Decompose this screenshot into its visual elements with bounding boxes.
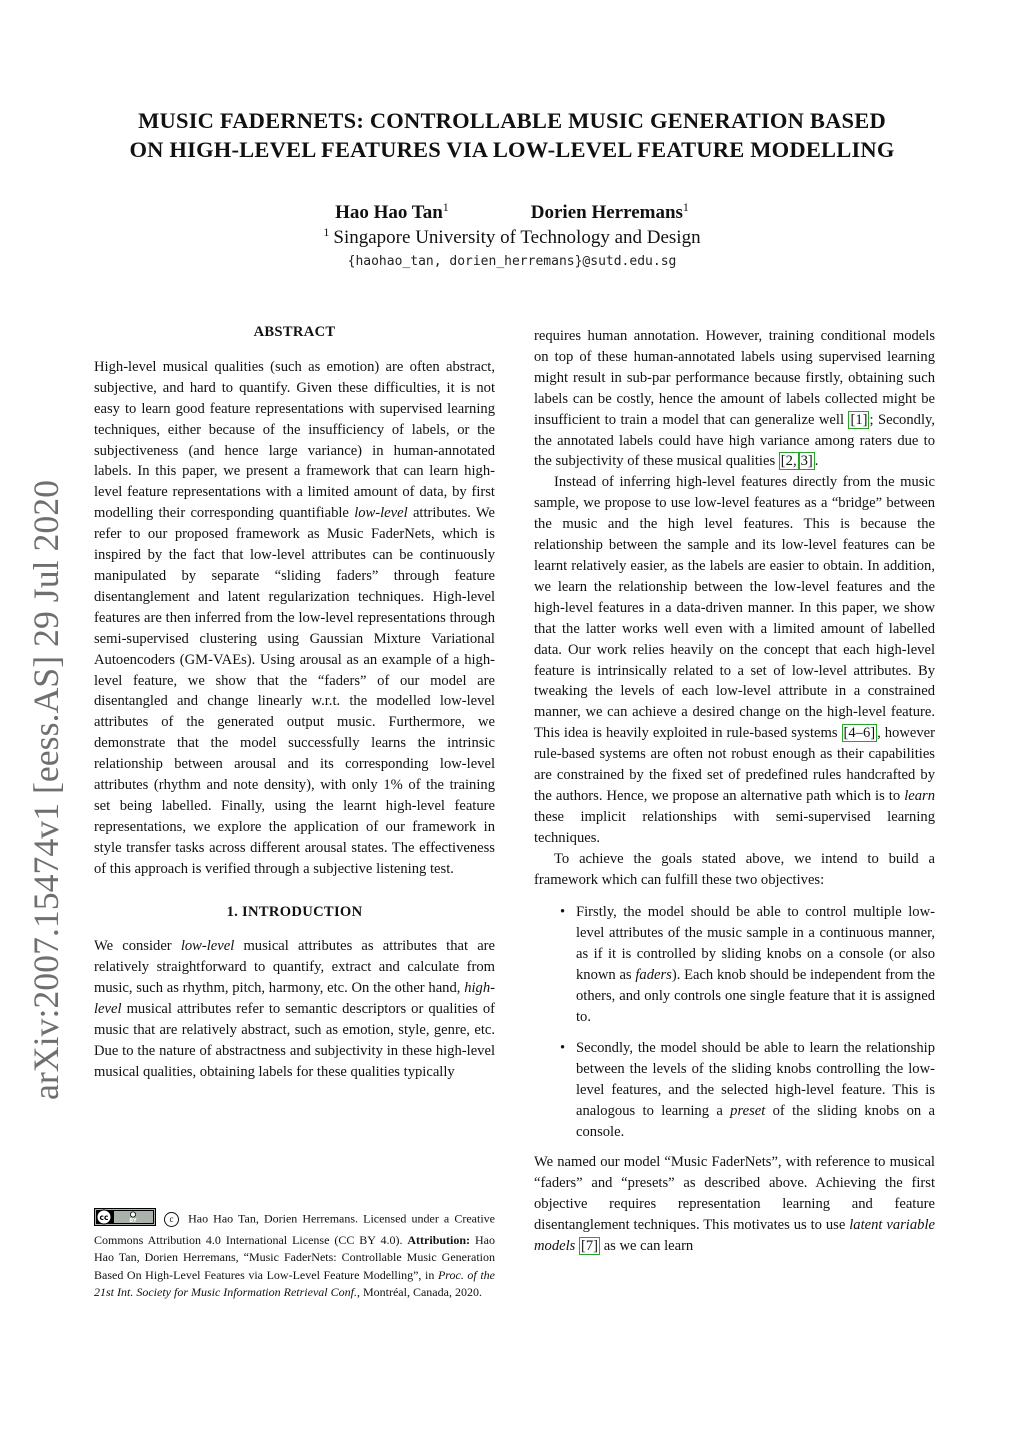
affiliation-marker: 1 [442,200,449,214]
arxiv-id-text: arXiv:2007.15474v1 [eess.AS] 29 Jul 2020 [26,476,66,1100]
citation-link[interactable]: [1] [850,411,868,428]
affiliation-marker: 1 [682,200,689,214]
body-paragraph: requires human annotation. However, training conditional models on top of these human-annotated labels using supervised learning might result in sub-par performance because firstly, obtaining such labels can be costly, hence the amount of labels collected might be insufficient to train a model that can generalize well [1] ; Secondly, the annotated labels could have high variance among raters due to the subjectivity of these musical qualities [2, 3] . [534,328,935,470]
list-item: • Firstly, the model should be able to control multiple low-level attributes of the music sample in a continuous manner, as if it is controlled by sliding knobs on a console (or also known as faders). Each knob should be independent from the others, and only controls one single feature that it is assigned to. [560,904,935,1025]
venue-name: Proc. of the 21st Int. Society for Music Information Retrieval Conf., [94,1267,496,1300]
list-item: • Secondly, the model should be able to learn the relationship between the levels of the sliding knobs controlling the low-level features, and the selected high-level feature. This is analogous to learning a preset of the sliding knobs on a console. [560,1039,935,1140]
title-line-2: ON HIGH-LEVEL FEATURES VIA LOW-LEVEL FEATURE MODELLING [129,137,895,162]
affiliation [80,225,944,249]
citation-link[interactable]: [2, [780,453,797,470]
abstract-heading: ABSTRACT [253,324,336,340]
arxiv-identifier-sidebar [18,470,78,1110]
copyright-symbol: c [164,1212,179,1227]
attribution-label: Attribution: [407,1232,471,1247]
objectives-list [534,902,935,1142]
venue-location: Montréal, Canada, 2020. [359,1285,482,1300]
bullet-glyph: • [560,904,566,921]
author-name: Dorien Herremans [530,202,683,223]
body-paragraph: We named our model “Music FaderNets”, with reference to musical “faders” and “presets” as described above. Achieving the first objective requires representation learning and feature disentanglement techniques. This motivates us to use latent variable models [7] as we can learn [534,1154,935,1255]
title-line-1: MUSIC FADERNETS: CONTROLLABLE MUSIC GENERATION BASED [138,108,886,133]
body-paragraph: Instead of inferring high-level features directly from the music sample, we propose to use low-level features as a “bridge” between the music and the high level features. This is because the relationship between the sample and its low-level features can be learnt relatively easier, as the labels are easier to obtain. In addition, we learn the relationship between the low-level features and the high-level features in a data-driven manner. In this paper, we show that the latter works well even with a limited amount of labelled data. Our work relies heavily on the concept that each high-level feature is intrinsically related to a set of low-level attributes. By tweaking the levels of each low-level attribute in a constrained manner, we can achieve a desired change on the high-level feature. This idea is heavily exploited in rule-based systems [4–6] , however rule-based systems are often not robust enough as their capabilities are constrained by the fixed set of predefined rules handcrafted by the authors. Hence, we propose an alternative path which is to learn these implicit relationships with semi-supervised learning techniques. [534,474,936,846]
citation-link[interactable]: [4–6] [843,725,876,742]
citation-link[interactable]: 3] [800,453,813,470]
affiliation-marker: 1 [323,225,330,239]
right-column [534,326,935,1257]
license-text: Hao Hao Tan, Dorien Herremans. Licensed under a Creative Commons Attribution 4.0 International License (CC BY 4.0). [94,1211,495,1247]
cc-by-license-icon [94,1208,156,1232]
affiliation-name: Singapore University of Technology and Design [333,227,701,248]
attribution-text: Hao Hao Tan, Dorien Herremans, “Music FaderNets: Controllable Music Generation Based On High-Level Features via Low-Level Feature Modelling”, in [94,1232,495,1282]
copyright-footnote [94,1208,495,1302]
intro-heading: 1. INTRODUCTION [226,903,363,920]
citation-link[interactable]: [7] [581,1238,599,1255]
author-name: Hao Hao Tan [335,202,443,223]
intro-paragraph: We consider low-level musical attributes as attributes that are relatively straightforward to quantify, extract and calculate from music, such as rhythm, pitch, harmony, etc. On the other hand, high-level musical attributes refer to semantic descriptors or qualities of music that are relatively abstract, such as emotion, style, genre, etc. Due to the nature of abstractness and subjectivity in these high-level musical qualities, obtaining labels for these qualities typically [94,938,496,1080]
body-paragraph: To achieve the goals stated above, we intend to build a framework which can fulfill these two objectives: [534,850,935,888]
author-list [80,200,944,224]
cc-label: cc [99,1213,109,1222]
paper-title [80,106,944,164]
bullet-glyph: • [560,1039,566,1056]
by-label: BY [129,1218,137,1224]
left-column [94,322,495,1083]
author-email: {haohao_tan, dorien_herremans}@sutd.edu.sg [347,254,677,269]
abstract-text: High-level musical qualities (such as emotion) are often abstract, subjective, and hard to quantify. Given these difficulties, it is not easy to learn good feature representations with supervised learning techniques, either because of the insufficiency of labels, or the subjectiveness (and hence large variance) in human-annotated labels. In this paper, we present a framework that can learn high-level feature representations with a limited amount of data, by first modelling their corresponding quantifiable low-level attributes. We refer to our proposed framework as Music FaderNets, which is inspired by the fact that low-level attributes can be continuously manipulated by separate “sliding faders” through feature disentanglement and latent regularization techniques. High-level features are then inferred from the low-level representations through semi-supervised clustering using Gaussian Mixture Variational Autoencoders (GM-VAEs). Using arousal as an example of a high-level feature, we show that the “faders” of our model are disentangled and change linearly w.r.t. the modelled low-level attributes of the generated output music. Furthermore, we demonstrate that the model successfully learns the intrinsic relationship between arousal and its corresponding low-level attributes (rhythm and note density), with only 1% of the training set being labelled. Finally, using the learnt high-level feature representations, we explore the application of our framework in style transfer tasks across different arousal states. The effectiveness of this approach is verified through a subjective listening test. [94,358,495,877]
